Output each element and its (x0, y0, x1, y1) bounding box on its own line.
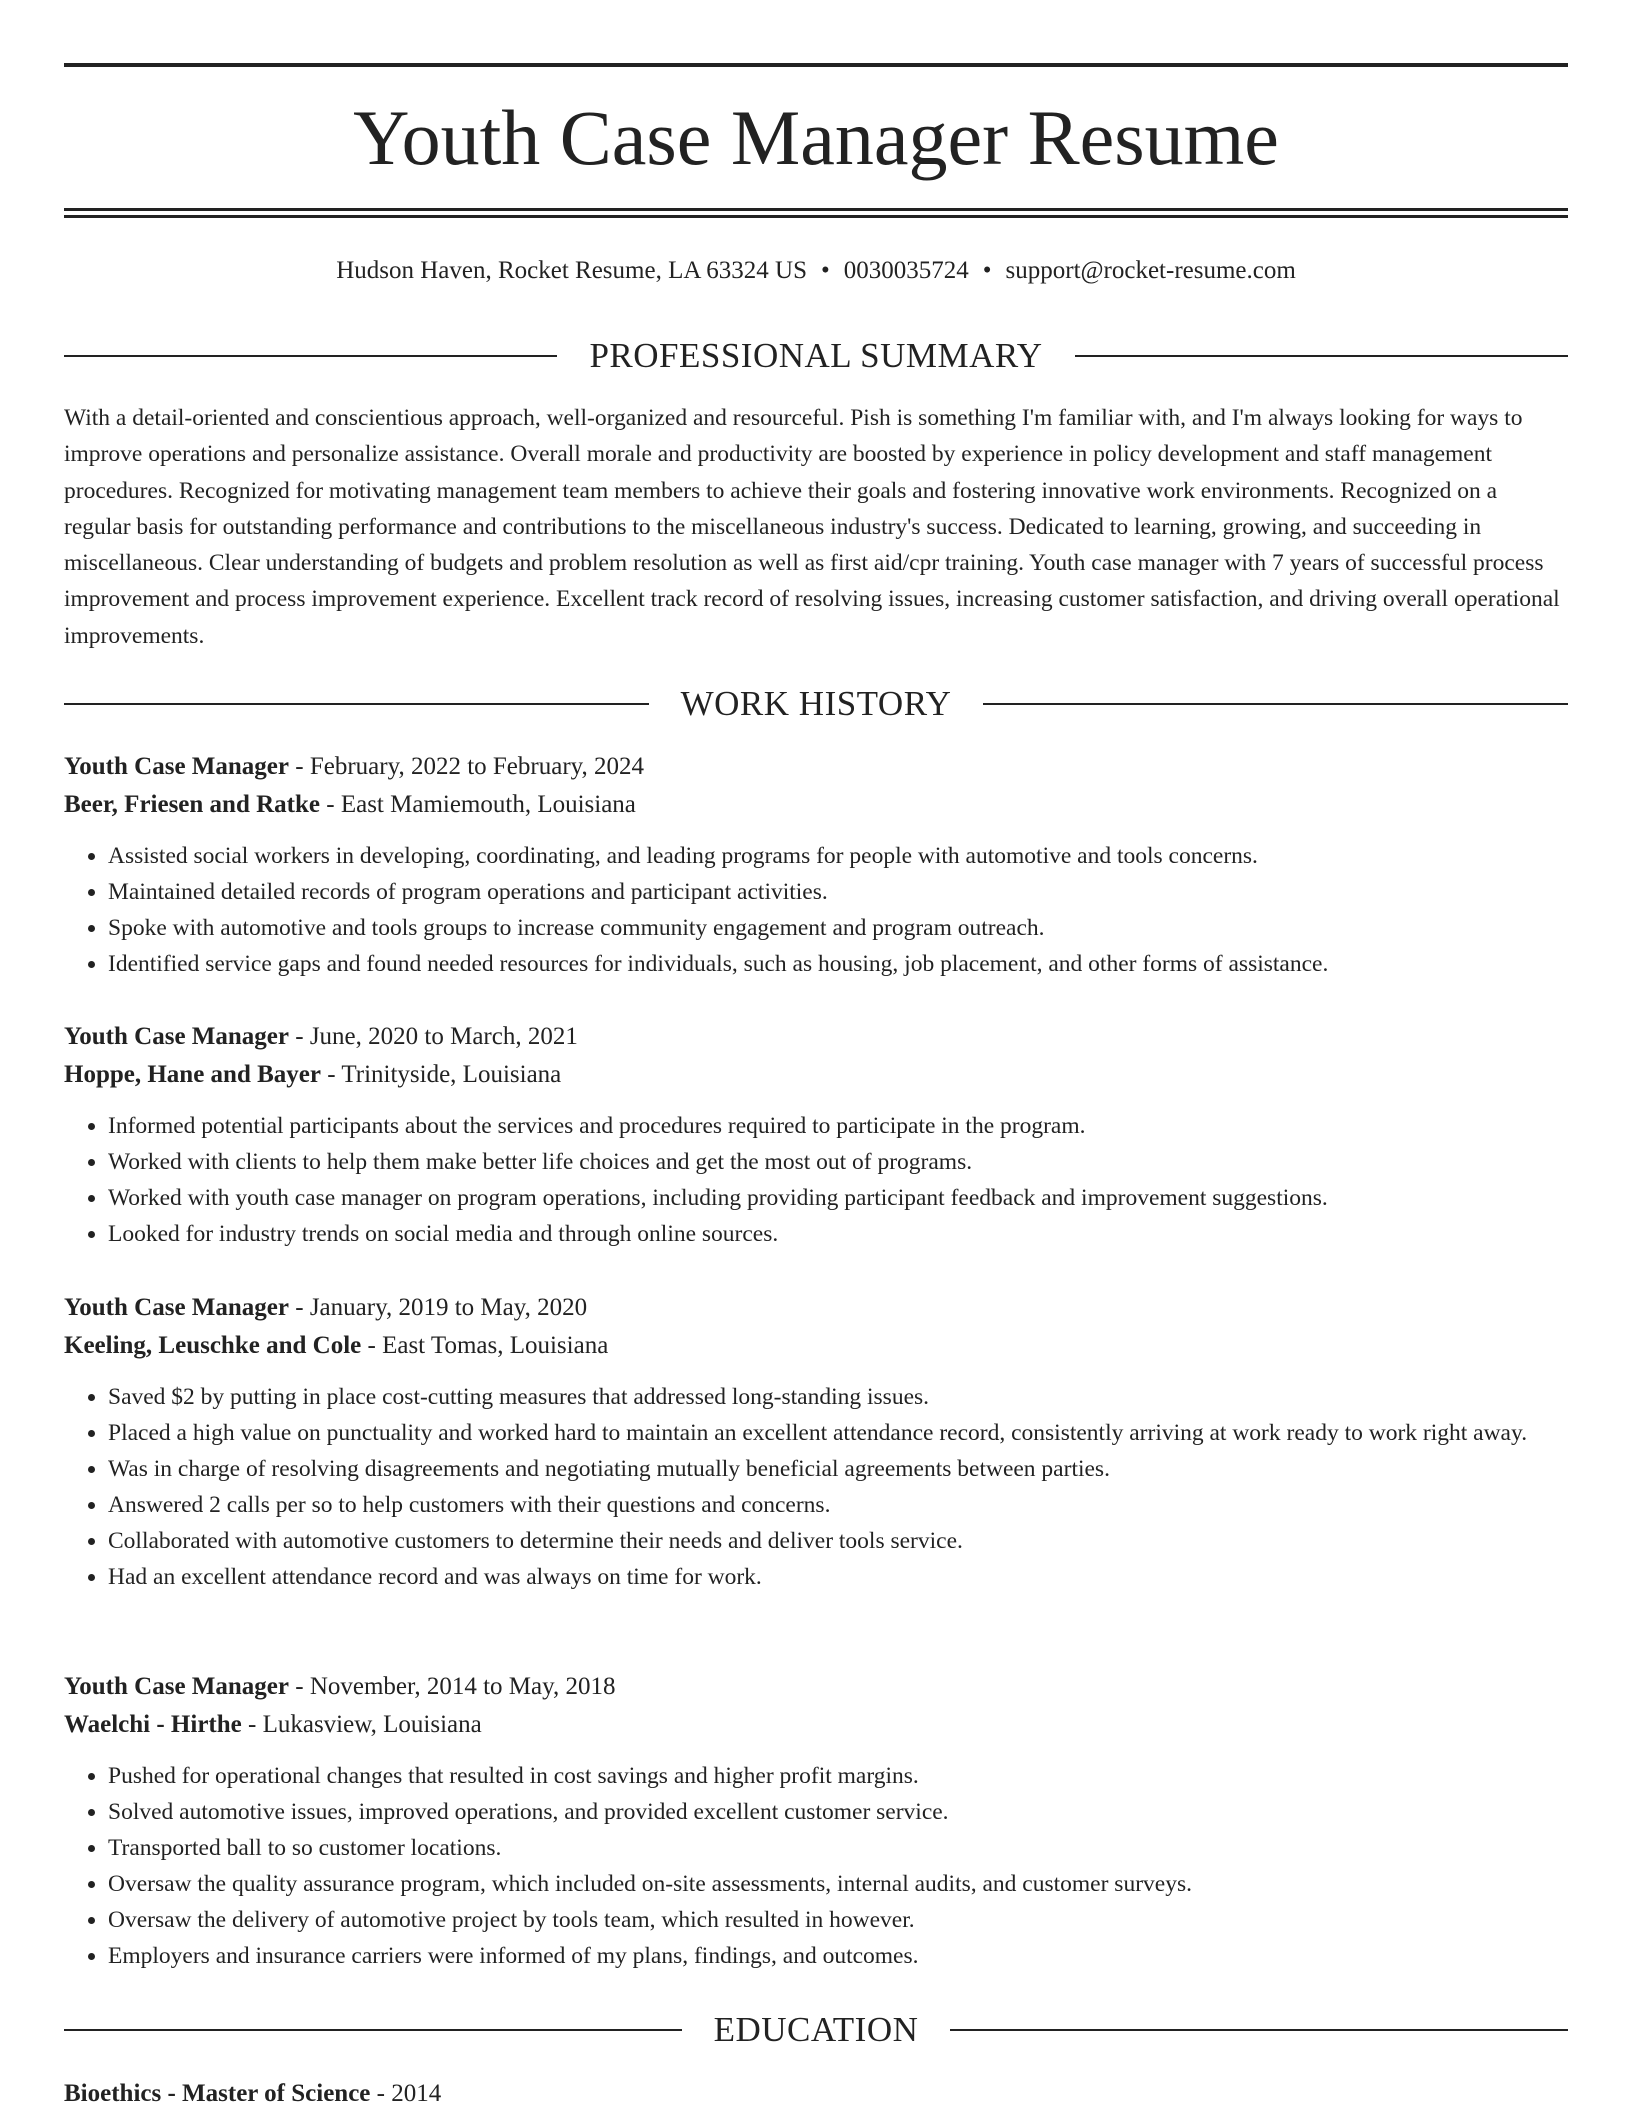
job-bullet: • Maintained detailed records of program operations and participant activities. (108, 874, 1568, 910)
job-company: Waelchi - Hirthe (64, 1711, 242, 1738)
contact-email: support@rocket-resume.com (1005, 257, 1296, 284)
job-location: - East Mamiemouth, Louisiana (320, 791, 636, 818)
job-bullet: • Saved $2 by putting in place cost-cutting measures that addressed long-standing issues. (108, 1379, 1568, 1415)
job-entry (64, 1668, 1568, 1974)
job-company: Beer, Friesen and Ratke (64, 791, 320, 818)
work-history-heading (64, 682, 1568, 726)
job-company: Keeling, Leuschke and Cole (64, 1332, 362, 1359)
heading-rule-left (64, 2029, 682, 2031)
resume-title: Youth Case Manager Resume (353, 94, 1279, 181)
job-title: Youth Case Manager (64, 1294, 289, 1321)
job-bullet: • Solved automotive issues, improved operations, and provided excellent customer service. (108, 1794, 1568, 1830)
job-dates: - November, 2014 to May, 2018 (289, 1673, 616, 1700)
job-title: Youth Case Manager (64, 1023, 289, 1050)
job-company-line (64, 1706, 1568, 1744)
job-dates: - June, 2020 to March, 2021 (289, 1023, 578, 1050)
job-bullet: • Looked for industry trends on social media and through online sources. (108, 1216, 1568, 1252)
job-title-line (64, 1289, 1568, 1327)
job-location: - East Tomas, Louisiana (361, 1332, 609, 1359)
job-bullet: • Worked with youth case manager on program operations, including providing participant feedback and improvement suggestions. (108, 1180, 1568, 1216)
summary-heading-label: PROFESSIONAL SUMMARY (589, 336, 1043, 375)
job-entry (64, 1018, 1568, 1252)
heading-rule-left (64, 703, 649, 705)
job-company-line (64, 1327, 1568, 1365)
contact-phone: 0030035724 (843, 257, 969, 284)
title-double-rule (64, 208, 1568, 218)
job-bullet: • Was in charge of resolving disagreements and negotiating mutually beneficial agreements between parties. (108, 1451, 1568, 1487)
job-bullets (64, 1108, 1568, 1252)
education-degree: Bioethics - Master of Science (64, 2080, 371, 2107)
education-year: - 2014 (370, 2080, 442, 2107)
job-title: Youth Case Manager (64, 1673, 289, 1700)
job-bullet: • Pushed for operational changes that resulted in cost savings and higher profit margins. (108, 1758, 1568, 1794)
job-bullet: • Assisted social workers in developing, coordinating, and leading programs for people with automotive and tools concerns. (108, 838, 1568, 874)
heading-rule-left (64, 355, 557, 357)
job-entry (64, 748, 1568, 982)
contact-separator: • (820, 257, 830, 284)
job-company: Hoppe, Hane and Bayer (64, 1061, 321, 1088)
job-bullet: • Informed potential participants about the services and procedures required to participate in the program. (108, 1108, 1568, 1144)
job-bullet: • Oversaw the delivery of automotive project by tools team, which resulted in however. (108, 1902, 1568, 1938)
education-heading (64, 2008, 1568, 2052)
heading-rule-right (950, 2029, 1568, 2031)
job-bullets (64, 838, 1568, 982)
job-title: Youth Case Manager (64, 753, 289, 780)
work-history-heading-label: WORK HISTORY (680, 684, 952, 723)
job-company-line (64, 786, 1568, 824)
job-company-line (64, 1056, 1568, 1094)
job-bullet: • Employers and insurance carriers were informed of my plans, findings, and outcomes. (108, 1938, 1568, 1974)
job-title-line (64, 748, 1568, 786)
job-location: - Lukasview, Louisiana (241, 1711, 482, 1738)
job-bullet: • Placed a high value on punctuality and worked hard to maintain an excellent attendance record, consistently arriving at work ready to work right away. (108, 1415, 1568, 1451)
job-location: - Trinityside, Louisiana (320, 1061, 562, 1088)
job-dates: - January, 2019 to May, 2020 (289, 1294, 588, 1321)
summary-heading (64, 334, 1568, 378)
heading-rule-right (1075, 355, 1568, 357)
job-bullet: • Worked with clients to help them make better life choices and get the most out of programs. (108, 1144, 1568, 1180)
job-bullet: • Oversaw the quality assurance program, which included on-site assessments, internal audits, and customer surveys. (108, 1866, 1568, 1902)
education-entry (64, 2075, 1568, 2113)
job-dates: - February, 2022 to February, 2024 (289, 753, 645, 780)
job-bullet: • Collaborated with automotive customers to determine their needs and deliver tools service. (108, 1523, 1568, 1559)
job-bullet: • Identified service gaps and found needed resources for individuals, such as housing, job placement, and other forms of assistance. (108, 946, 1568, 982)
job-bullets (64, 1379, 1568, 1595)
job-bullet: • Spoke with automotive and tools groups to increase community engagement and program outreach. (108, 910, 1568, 946)
summary-text: With a detail-oriented and conscientious approach, well-organized and resourceful. Pish is something I'm familiar with, and I'm always looking for ways to improve operations and personalize assistance. Overall morale and productivity are boosted by experience in policy development and staff management procedures. Recognized for motivating management team members to achieve their goals and fostering innovative work environments. Recognized on a regular basis for outstanding performance and contributions to the miscellaneous industry's success. Dedicated to learning, growing, and succeeding in miscellaneous. Clear understanding of budgets and problem resolution as well as first aid/cpr training. Youth case manager with 7 years of successful process improvement and process improvement experience. Excellent track record of resolving issues, increasing customer satisfaction, and driving overall operational improvements. (64, 405, 1560, 649)
job-bullet: • Answered 2 calls per so to help customers with their questions and concerns. (108, 1487, 1568, 1523)
job-entry (64, 1289, 1568, 1595)
contact-line (64, 254, 1568, 288)
contact-separator: • (982, 257, 992, 284)
heading-rule-right (983, 703, 1568, 705)
contact-address: Hudson Haven, Rocket Resume, LA 63324 US (336, 257, 807, 284)
education-heading-label: EDUCATION (713, 2010, 919, 2049)
job-title-line (64, 1668, 1568, 1706)
job-bullets (64, 1758, 1568, 1974)
job-bullet: • Had an excellent attendance record and was always on time for work. (108, 1559, 1568, 1595)
job-title-line (64, 1018, 1568, 1056)
top-rule (64, 63, 1568, 67)
job-bullet: • Transported ball to so customer locations. (108, 1830, 1568, 1866)
